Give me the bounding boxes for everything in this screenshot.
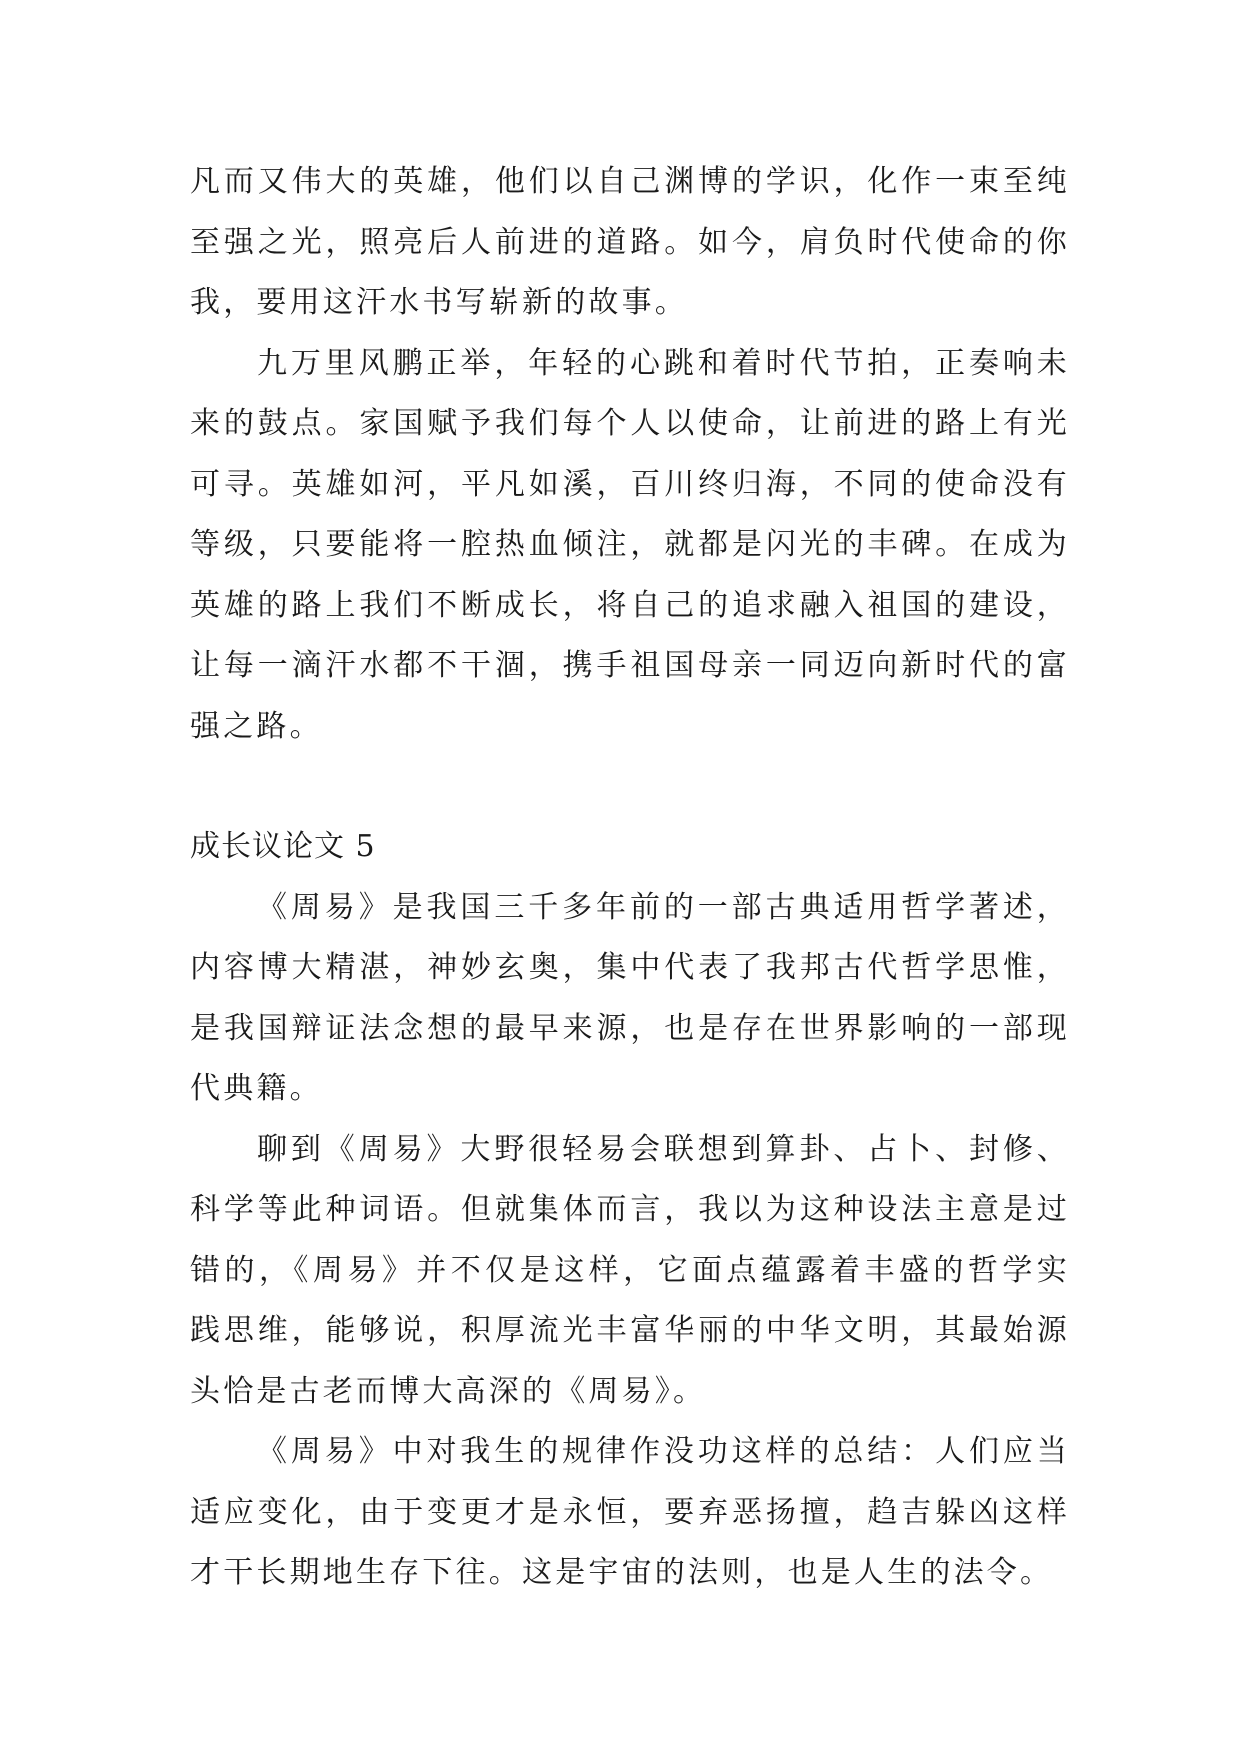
paragraph: 《周易》中对我生的规律作没功这样的总结：人们应当适应变化，由于变更才是永恒，要弃恶扬擅，趋吉躲凶这样才干长期地生存下往。这是宇宙的法则，也是人生的法令。 <box>190 1434 1070 1590</box>
section-spacer <box>190 757 1070 817</box>
paragraph-continued: 凡而又伟大的英雄，他们以自己渊博的学识，化作一束至纯至强之光，照亮后人前进的道路。如今，肩负时代使命的你我，要用这汗水书写崭新的故事。 <box>190 164 1070 320</box>
paragraph: 《周易》是我国三千多年前的一部古典适用哲学著述，内容博大精湛，神妙玄奥，集中代表了我邦古代哲学思惟，是我国辩证法念想的最早来源，也是存在世界影响的一部现代典籍。 <box>190 889 1070 1106</box>
section-title: 成长议论文 5 <box>190 829 376 864</box>
paragraph: 九万里风鹏正举，年轻的心跳和着时代节拍，正奏响未来的鼓点。家国赋予我们每个人以使命，让前进的路上有光可寻。英雄如河，平凡如溪，百川终归海，不同的使命没有等级，只要能将一腔热血倾注，就都是闪光的丰碑。在成为英雄的路上我们不断成长，将自己的追求融入祖国的建设，让每一滴汗水都不干涸，携手祖国母亲一同迈向新时代的富强之路。 <box>190 345 1070 744</box>
document-body <box>190 152 1070 1604</box>
paragraph: 聊到《周易》大野很轻易会联想到算卦、占卜、封修、科学等此种词语。但就集体而言，我以为这种设法主意是过错的，《周易》并不仅是这样，它面点蕴露着丰盛的哲学实践思维，能够说，积厚流光丰富华丽的中华文明，其最始源头恰是古老而博大高深的《周易》。 <box>190 1131 1070 1409</box>
